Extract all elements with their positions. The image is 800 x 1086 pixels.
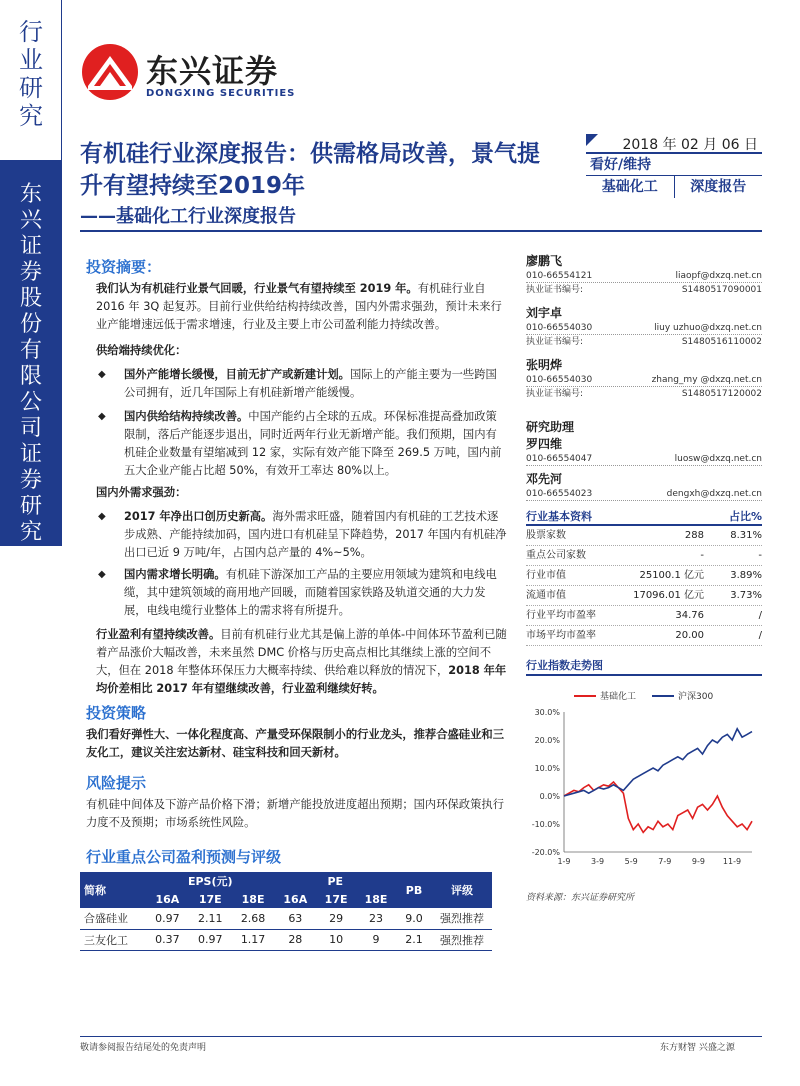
legend-label: 基础化工: [600, 692, 637, 702]
basic-row: [526, 546, 762, 566]
cell: 2.1: [396, 929, 432, 950]
series-line: [564, 782, 752, 832]
report-rating: 看好/维持: [586, 154, 762, 176]
logo-icon: [80, 42, 140, 102]
analyst-phone: 010-66554047: [526, 454, 593, 464]
cell-rating: 强烈推荐: [432, 929, 492, 950]
basic-pct: /: [758, 630, 762, 641]
analyst-phone: 010-66554030: [526, 375, 593, 385]
trend-chart-svg: [526, 684, 762, 884]
cell: 23: [356, 908, 396, 929]
cell: 0.37: [146, 929, 189, 950]
company-logo: [80, 42, 340, 112]
bullet-icon: ◆: [98, 569, 106, 580]
year-header: 16A: [146, 890, 189, 908]
col-pe: PE: [274, 872, 396, 890]
analyst-1: [526, 252, 762, 297]
analyst-3: [526, 356, 762, 401]
bullet-icon: ◆: [98, 411, 106, 422]
bullet-1-bold: 国外产能增长缓慢，目前无扩产或新建计划。: [124, 368, 350, 381]
col-name: 简称: [80, 872, 146, 908]
cert-label: 执业证书编号:: [526, 389, 584, 399]
col-pb: PB: [396, 872, 432, 908]
report-date: 2018 年 02 月 06 日: [586, 134, 762, 154]
logo-en: DONGXING SECURITIES: [146, 88, 296, 99]
x-tick-label: 7-9: [658, 857, 672, 866]
summary-p1: [96, 280, 508, 334]
cell: 0.97: [189, 929, 232, 950]
bullet-4: [98, 566, 508, 620]
strategy-text: 我们看好弹性大、一体化程度高、产量受环保限制小的行业龙头，推荐合盛硅业和三友化工，建议关注宏达新材、硅宝科技和回天新材。: [86, 728, 504, 759]
footer-disclaimer: 敬请参阅报告结尾处的免责声明: [80, 1043, 207, 1053]
trend-chart: [526, 684, 762, 884]
bullet-3-rest: 海外需求旺盛，随着国内有机硅的工艺技术逐步成熟、产能持续加码，国内进口有机硅呈下降趋势，2017 年国内有机硅净出口已近 9 万吨/年，占国内总产量的 4%~5%。: [124, 510, 507, 559]
analyst-cert: S1480517120002: [681, 389, 762, 399]
cell: 28: [274, 929, 316, 950]
cell: 63: [274, 908, 316, 929]
basic-pct: /: [758, 610, 762, 621]
analyst-phone: 010-66554023: [526, 489, 593, 499]
cert-label: 执业证书编号:: [526, 285, 584, 295]
y-tick-label: 10.0%: [534, 764, 560, 773]
cell: 9.0: [396, 908, 432, 929]
risk-heading: 风险提示: [86, 774, 147, 792]
forecast-table: [80, 872, 492, 951]
trend-heading: 行业指数走势图: [526, 656, 762, 676]
basic-share-label: 占比%: [728, 510, 762, 523]
basic-label: 市场平均市盈率: [526, 630, 596, 641]
basic-data-table: [526, 508, 762, 646]
basic-row: [526, 526, 762, 546]
cell: 29: [316, 908, 356, 929]
bullet-1: [98, 366, 508, 402]
report-meta: [586, 134, 762, 198]
basic-pct: 8.31%: [730, 530, 762, 541]
analyst-4: [526, 418, 762, 466]
basic-row: [526, 566, 762, 586]
bullet-1-rest: 国际上的产能主要为一些跨国公司拥有，近几年国际上有机硅新增产能缓慢。: [124, 368, 497, 399]
analyst-cert: S1480517090001: [681, 285, 762, 295]
summary-p2-bold2: 2018 年年均价差相比 2017 年有望继续改善，行业盈利继续好转。: [96, 664, 507, 695]
x-tick-label: 11-9: [722, 857, 742, 866]
summary-p1-bold: 我们认为有机硅行业景气回暖，行业景气有望持续至 2019 年。: [96, 282, 418, 295]
y-tick-label: 0.0%: [539, 792, 560, 801]
analyst-2: [526, 304, 762, 349]
col-rating: 评级: [432, 872, 492, 908]
analyst-name: 张明烨: [526, 358, 563, 372]
cell: 0.97: [146, 908, 189, 929]
cell: 10: [316, 929, 356, 950]
summary-p1-rest: 有机硅行业自 2016 年 3Q 起复苏。目前行业供给结构持续改善，国内外需求强劲，预计未来行业产能增速远低于需求增速，行业及主要上市公司盈利能力持续改善。: [96, 282, 502, 331]
tag-industry: 基础化工: [586, 176, 675, 198]
title-divider: [80, 230, 762, 232]
x-tick-label: 1-9: [557, 857, 571, 866]
year-header: 18E: [232, 890, 275, 908]
analyst-email: liuy uzhuo@dxzq.net.cn: [654, 323, 762, 333]
cert-label: 执业证书编号:: [526, 337, 584, 347]
summary-p2-bold: 行业盈利有望持续改善。: [96, 628, 221, 641]
analyst-email: dengxh@dxzq.net.cn: [666, 489, 762, 499]
basic-pct: 3.89%: [730, 570, 762, 581]
risk-text: 有机硅中间体及下游产品价格下滑；新增产能投放进度超出预期；国内环保政策执行力度不及预期；市场系统性风险。: [86, 798, 504, 829]
analyst-email: liaopf@dxzq.net.cn: [675, 271, 762, 281]
basic-label: 行业平均市盈率: [526, 610, 596, 621]
analyst-name: 廖鹏飞: [526, 254, 563, 268]
analyst-name: 邓先河: [526, 472, 563, 486]
report-subtitle: ——基础化工行业深度报告: [80, 206, 296, 227]
y-tick-label: -20.0%: [531, 848, 560, 857]
triangle-icon: [586, 134, 598, 146]
logo-cn: 东兴证券: [146, 52, 279, 90]
footer-divider: [80, 1036, 762, 1037]
year-header: 17E: [189, 890, 232, 908]
basic-value: 25100.1 亿元: [639, 570, 704, 581]
sidebar-company: [0, 160, 62, 597]
sidebar-category: [0, 0, 62, 160]
strategy-heading: 投资策略: [86, 704, 147, 722]
analyst-email: zhang_my @dxzq.net.cn: [651, 375, 762, 385]
analyst-name: 刘宇卓: [526, 306, 563, 320]
x-tick-label: 9-9: [691, 857, 705, 866]
cell: 2.68: [232, 908, 275, 929]
company-label: 东兴证券股份有限公司证券研究报告: [19, 182, 42, 597]
demand-heading: 国内外需求强劲：: [96, 486, 187, 499]
basic-label: 行业市值: [526, 570, 566, 581]
x-tick-label: 3-9: [591, 857, 605, 866]
basic-heading: 行业基本资料: [526, 510, 592, 523]
cell: 2.11: [189, 908, 232, 929]
series-line: [564, 729, 752, 796]
basic-pct: -: [758, 550, 762, 561]
y-tick-label: -10.0%: [531, 820, 560, 829]
tag-type: 深度报告: [690, 179, 747, 195]
basic-label: 股票家数: [526, 530, 566, 541]
col-eps: EPS(元): [146, 872, 274, 890]
basic-value: 288: [684, 530, 704, 541]
summary-p2: [96, 626, 508, 698]
bullet-2-bold: 国内供给结构持续改善。: [124, 410, 249, 423]
report-tags: [586, 176, 762, 198]
summary-heading: 投资摘要：: [86, 258, 162, 276]
y-tick-label: 20.0%: [534, 736, 560, 745]
supply-heading: 供给端持续优化：: [96, 344, 187, 357]
bullet-4-rest: 有机硅下游深加工产品的主要应用领域为建筑和电线电缆，其中建筑领域的商用地产回暖，而随着国家铁路及轨道交通的大力发展，电线电缆行业整体上的需求将有所提升。: [124, 568, 497, 617]
category-label: 行业研究: [19, 18, 43, 130]
cell-name: 合盛硅业: [80, 908, 146, 929]
basic-value: 34.76: [675, 610, 704, 621]
legend-label: 沪深300: [678, 692, 714, 702]
forecast-heading: 行业重点公司盈利预测与评级: [86, 848, 282, 866]
bullet-icon: ◆: [98, 511, 106, 522]
chart-source: 资料来源：东兴证券研究所: [526, 893, 635, 903]
analyst-cert: S1480516110002: [681, 337, 762, 347]
analyst-email: luosw@dxzq.net.cn: [674, 454, 762, 464]
basic-label: 流通市值: [526, 590, 566, 601]
report-title: 有机硅行业深度报告：供需格局改善，景气提升有望持续至2019年: [80, 141, 540, 199]
y-tick-label: 30.0%: [534, 708, 560, 717]
cell: 9: [356, 929, 396, 950]
analyst-5: [526, 470, 762, 501]
basic-row: [526, 586, 762, 606]
table-row: [80, 929, 492, 950]
basic-row: [526, 606, 762, 626]
bullet-3-bold: 2017 年净出口创历史新高。: [124, 510, 273, 523]
basic-label: 重点公司家数: [526, 550, 586, 561]
analyst-phone: 010-66554121: [526, 271, 593, 281]
year-header: 18E: [356, 890, 396, 908]
x-tick-label: 5-9: [624, 857, 638, 866]
basic-value: -: [700, 550, 704, 561]
bullet-icon: ◆: [98, 369, 106, 380]
bullet-3: [98, 508, 508, 562]
analyst-name: 罗四维: [526, 437, 563, 451]
footer-slogan: 东方财智 兴盛之源: [660, 1043, 735, 1053]
table-row: [80, 908, 492, 929]
bullet-2: [98, 408, 508, 480]
summary-p2-rest: 目前有机硅行业尤其是偏上游的单体-中间体环节盈利已随着产品涨价大幅改善，未来虽然 DMC 价格与历史高点相比其继续上涨的空间不大，但在 2018 年整体环保压力大概率持续、供给难以释放的情况下，: [96, 628, 507, 677]
bullet-4-bold: 国内需求增长明确。: [124, 568, 226, 581]
cell: 1.17: [232, 929, 275, 950]
basic-row: [526, 626, 762, 646]
basic-pct: 3.73%: [730, 590, 762, 601]
cell-rating: 强烈推荐: [432, 908, 492, 929]
basic-value: 20.00: [675, 630, 704, 641]
assist-label: 研究助理: [526, 420, 575, 434]
basic-value: 17096.01 亿元: [633, 590, 704, 601]
analyst-phone: 010-66554030: [526, 323, 593, 333]
cell-name: 三友化工: [80, 929, 146, 950]
bullet-2-rest: 中国产能约占全球的五成。环保标准提高叠加政策限制，落后产能逐步退出，同时近两年行业无新增产能。我们预期，国内有机硅企业数量有望缩减到 12 家，实际有效产能下降至 269.5 万吨，国内前五大企业产能占比超 50%，有效开工率达 80%以上。: [124, 410, 502, 477]
year-header: 16A: [274, 890, 316, 908]
year-header: 17E: [316, 890, 356, 908]
